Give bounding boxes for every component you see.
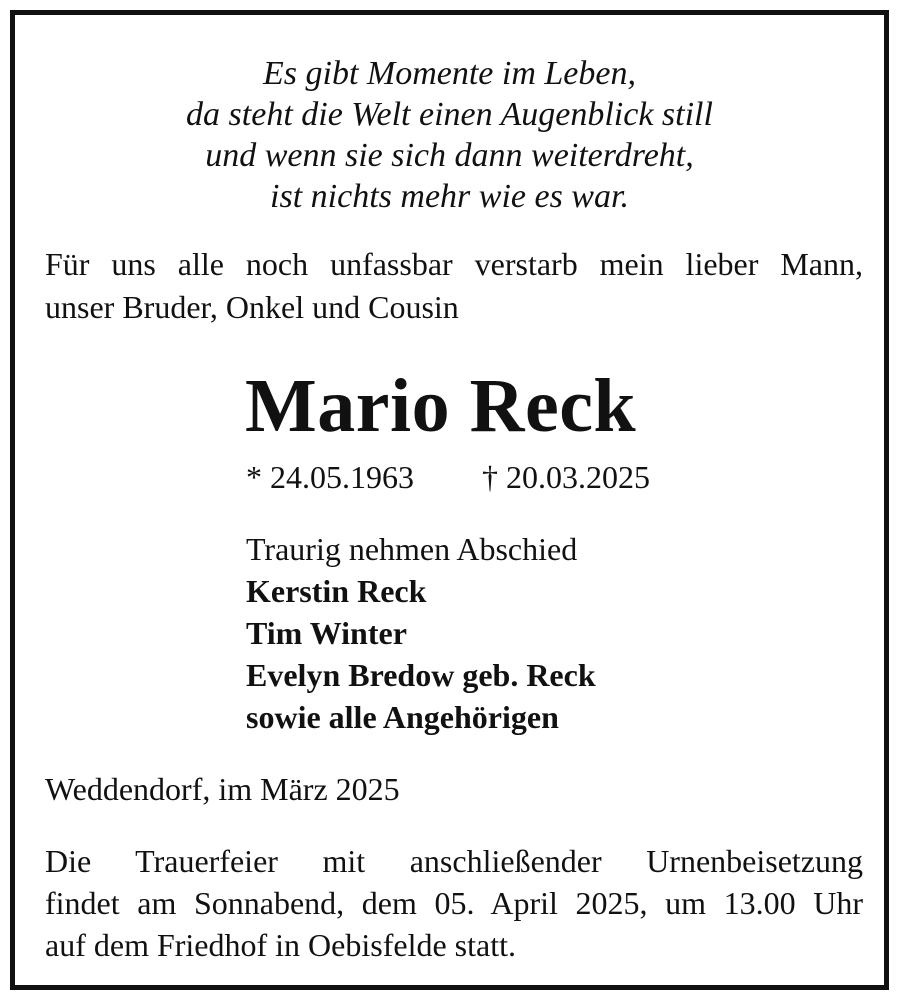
- deceased-name: Mario Reck: [245, 364, 637, 448]
- mourner-name: Kerstin Reck: [246, 573, 427, 609]
- memorial-poem: [15, 53, 884, 217]
- mourners-block: [246, 528, 596, 738]
- life-dates: [246, 455, 650, 499]
- mourner-name: sowie alle Angehörigen: [246, 699, 559, 735]
- mourners-heading: Traurig nehmen Abschied: [246, 531, 578, 567]
- intro-line: unser Bruder, Onkel und Cousin: [45, 289, 459, 325]
- poem-line: und wenn sie sich dann weiterdreht,: [205, 137, 694, 174]
- service-line: auf dem Friedhof in Oebisfelde statt.: [45, 927, 516, 963]
- obituary-frame: [10, 10, 889, 990]
- poem-line: ist nichts mehr wie es war.: [270, 178, 629, 215]
- birth-date: * 24.05.1963: [246, 459, 414, 495]
- funeral-service-text: [45, 840, 863, 966]
- poem-line: da steht die Welt einen Augenblick still: [186, 96, 713, 133]
- place-and-date: Weddendorf, im März 2025: [45, 771, 400, 807]
- intro-text: [45, 243, 863, 329]
- mourner-name: Tim Winter: [246, 615, 407, 651]
- intro-line: Für uns alle noch unfassbar verstarb mein lieber Mann,: [45, 246, 863, 282]
- service-line: findet am Sonnabend, dem 05. April 2025, um 13.00 Uhr: [45, 885, 863, 921]
- service-line: Die Trauerfeier mit anschließender Urnenbeisetzung: [45, 843, 863, 879]
- poem-line: Es gibt Momente im Leben,: [263, 55, 636, 92]
- mourner-name: Evelyn Bredow geb. Reck: [246, 657, 596, 693]
- death-date: † 20.03.2025: [482, 459, 650, 495]
